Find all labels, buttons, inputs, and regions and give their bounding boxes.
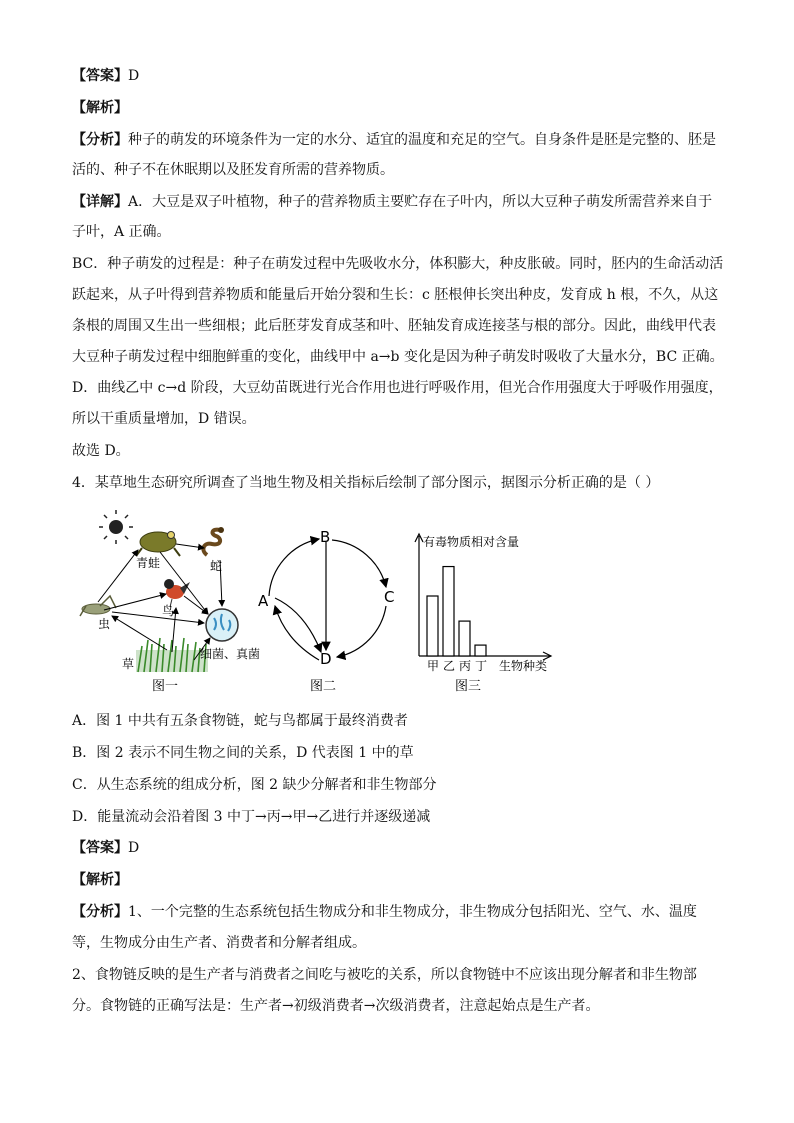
bird-icon — [164, 579, 190, 607]
choose-line: 故选 D。 — [72, 443, 130, 459]
fenxi-line-2: 活的、种子不在休眠期以及胚发育所需的营养物质。 — [72, 162, 394, 178]
bacteria-fungi-icon — [206, 609, 238, 641]
figure-2-cycle — [255, 520, 405, 695]
figure-1-caption: 图一 — [152, 679, 179, 694]
answer-line-1 — [72, 66, 139, 86]
question-4-stem: 4．某草地生态研究所调查了当地生物及相关指标后绘制了部分图示，据图示分析正确的是（ ） — [72, 475, 660, 491]
bar-4 — [475, 645, 486, 656]
fenxi-tag: 【分析】 — [72, 132, 128, 148]
analysis-tag-2: 【解析】 — [72, 872, 128, 888]
label-insect: 虫 — [98, 617, 111, 631]
p2-line-1: 2、食物链反映的是生产者与消费者之间吃与被吃的关系，所以食物链中不应该出现分解者和非生物部 — [72, 967, 697, 983]
fenxi-2-line-1 — [72, 902, 697, 922]
fenxi-text-1: 种子的萌发的环境条件为一定的水分、适宜的温度和充足的空气。自身条件是胚是完整的、胚是 — [128, 132, 716, 148]
bar-1 — [427, 596, 438, 656]
option-d: D．能量流动会沿着图 3 中丁→丙→甲→乙进行并逐级递减 — [72, 809, 431, 825]
label-frog: 青蛙 — [136, 556, 161, 570]
node-d: D — [320, 650, 332, 668]
figure-3-caption: 图三 — [455, 679, 482, 693]
detail-line-1 — [72, 192, 712, 212]
figure-3-bar-chart — [405, 528, 565, 693]
node-c: C — [384, 588, 395, 606]
bc-line-1: BC．种子萌发的过程是：种子在萌发过程中先吸收水分，体积膨大，种皮胀破。同时，胚内的生命活动活 — [72, 256, 724, 272]
analysis-heading-2 — [72, 870, 128, 890]
fenxi-tag-2: 【分析】 — [72, 904, 128, 920]
chart-ylabel: 有毒物质相对含量 — [423, 535, 520, 549]
d-line-1: D．曲线乙中 c→d 阶段，大豆幼苗既进行光合作用也进行呼吸作用，但光合作用强度大于呼吸作用强度， — [72, 380, 723, 396]
tick-labels-group — [427, 659, 487, 673]
analysis-heading-1 — [72, 98, 128, 118]
grasshopper-icon — [80, 596, 116, 616]
tick-label-4: 丁 — [475, 659, 488, 673]
d-line-2: 所以干重质量增加，D 错误。 — [72, 411, 256, 427]
option-b: B．图 2 表示不同生物之间的关系，D 代表图 1 中的草 — [72, 745, 414, 761]
bar-2 — [443, 567, 454, 656]
label-bird: 鸟 — [162, 604, 175, 618]
answer-value: D — [128, 68, 140, 84]
sun-icon — [99, 510, 133, 544]
tick-label-3: 丙 — [459, 659, 472, 673]
tick-label-1: 甲 — [427, 659, 440, 673]
bc-line-4: 大豆种子萌发过程中细胞鲜重的变化，曲线甲中 a→b 变化是因为种子萌发时吸收了大量水分，BC 正确。 — [72, 349, 724, 365]
cycle-arrows — [269, 539, 386, 660]
tick-label-2: 乙 — [443, 659, 456, 673]
fenxi-line-1 — [72, 130, 716, 150]
bc-line-3: 条根的周围又生出一些细根；此后胚芽发育成茎和叶、胚轴发育成连接茎与根的部分。因此，曲线甲代表 — [72, 318, 716, 334]
bc-line-2: 跃起来，从子叶得到营养物质和能量后开始分裂和生长：c 胚根伸长突出种皮，发育成 h 根，不久，从这 — [72, 287, 719, 303]
answer-line-2 — [72, 838, 139, 858]
p2-line-2: 分。食物链的正确写法是：生产者→初级消费者→次级消费者，注意起始点是生产者。 — [72, 998, 600, 1014]
frog-icon — [136, 532, 180, 557]
detail-tag: 【详解】 — [72, 194, 128, 210]
snake-icon — [203, 527, 224, 555]
detail-line-2: 子叶，A 正确。 — [72, 224, 171, 240]
label-decomposer: 细菌、真菌 — [200, 647, 261, 661]
answer-value-2: D — [128, 840, 140, 856]
figure-2-caption: 图二 — [310, 679, 337, 694]
label-snake: 蛇 — [210, 559, 223, 573]
option-c: C．从生态系统的组成分析，图 2 缺少分解者和非生物部分 — [72, 777, 437, 793]
chart-xlabel: 生物种类 — [499, 659, 548, 673]
p1-line-2: 等，生物成分由生产者、消费者和分解者组成。 — [72, 935, 366, 951]
node-b: B — [320, 528, 331, 546]
figure-1-food-web — [72, 510, 272, 695]
node-a: A — [258, 592, 269, 610]
bars-group — [427, 567, 486, 656]
answer-tag-2: 【答案】 — [72, 840, 128, 856]
bar-3 — [459, 621, 470, 656]
analysis-tag: 【解析】 — [72, 100, 128, 116]
answer-tag: 【答案】 — [72, 68, 128, 84]
detail-text-1: A．大豆是双子叶植物，种子的营养物质主要贮存在子叶内，所以大豆种子萌发所需营养来自于 — [128, 194, 713, 210]
p1-text-1: 1、一个完整的生态系统包括生物成分和非生物成分，非生物成分包括阳光、空气、水、温度 — [128, 904, 697, 920]
label-grass: 草 — [122, 657, 135, 671]
option-a: A．图 1 中共有五条食物链，蛇与鸟都属于最终消费者 — [72, 713, 408, 729]
